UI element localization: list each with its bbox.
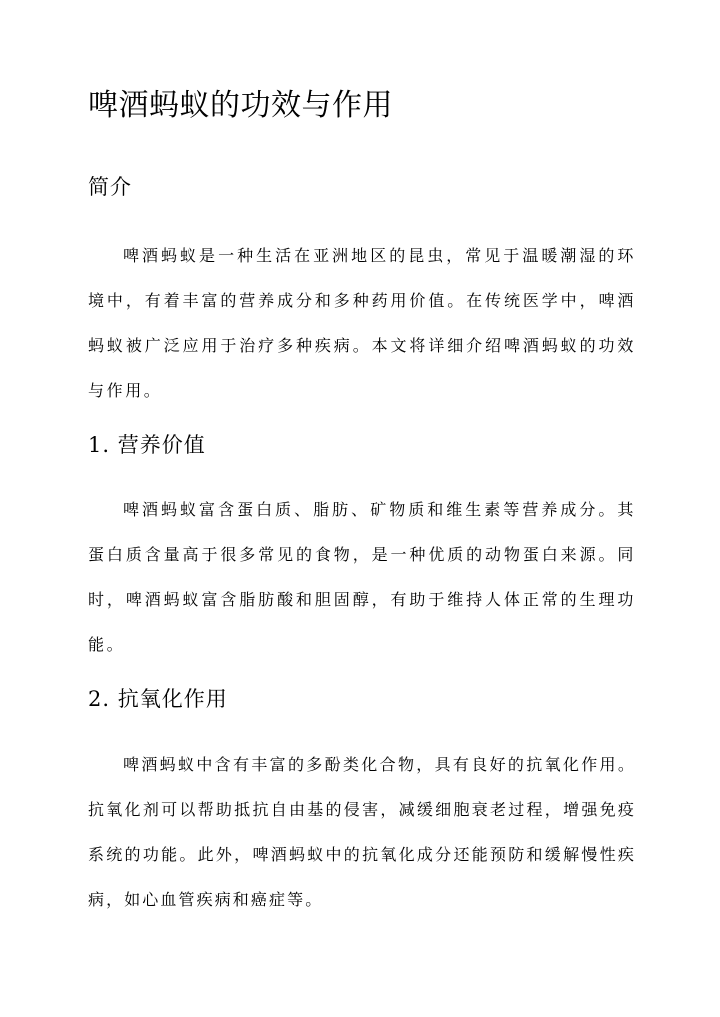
section-paragraph-nutrition: 啤酒蚂蚁富含蛋白质、脂肪、矿物质和维生素等营养成分。其蛋白质含量高于很多常见的食物，是一种优质的动物蛋白来源。同时，啤酒蚂蚁富含脂肪酸和胆固醇，有助于维持人体正常的生理功能。 [88, 500, 636, 654]
section-heading-intro: 简介 [88, 175, 132, 199]
section-paragraph-intro: 啤酒蚂蚁是一种生活在亚洲地区的昆虫，常见于温暖潮湿的环境中，有着丰富的营养成分和多种药用价值。在传统医学中，啤酒蚂蚁被广泛应用于治疗多种疾病。本文将详细介绍啤酒蚂蚁的功效与作用。 [88, 246, 636, 400]
document-title: 啤酒蚂蚁的功效与作用 [88, 88, 393, 123]
section-paragraph-antioxidant: 啤酒蚂蚁中含有丰富的多酚类化合物，具有良好的抗氧化作用。抗氧化剂可以帮助抵抗自由基的侵害，减缓细胞衰老过程，增强免疫系统的功能。此外，啤酒蚂蚁中的抗氧化成分还能预防和缓解慢性疾病，如心血管疾病和癌症等。 [88, 755, 636, 909]
section-heading-antioxidant: 2. 抗氧化作用 [88, 687, 228, 711]
section-heading-nutrition: 1. 营养价值 [88, 433, 206, 457]
